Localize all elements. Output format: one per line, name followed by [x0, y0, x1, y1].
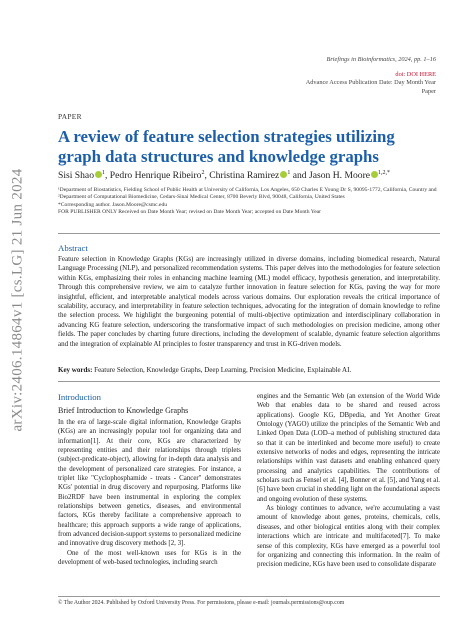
author-affiliation-mark: 2 [201, 170, 205, 176]
affiliation-line: ¹Department of Biostatistics, Fielding School of Public Health at University of California, Los Angeles, 650 Charles E Young Dr S, 90095-1772, California, Country and ²Department of Computational Biomedicine, Cedars-Sinai Medical Center, 8700 Beverly Blvd, 90048, California, United States [58, 187, 437, 201]
affiliations [58, 187, 440, 216]
section-heading: Introduction [58, 392, 101, 402]
author-affiliation-mark: 1 [102, 170, 105, 176]
keywords-label: Key words: [58, 366, 93, 374]
arxiv-stamp-text: arXiv:2406.14864v1 [cs.LG] 21 Jun 2024 [9, 168, 26, 432]
abstract-heading: Abstract [58, 243, 88, 253]
divider [58, 381, 440, 382]
journal-header [306, 56, 436, 96]
divider [58, 596, 440, 597]
orcid-icon[interactable] [371, 171, 378, 178]
body-paragraph: engines and the Semantic Web (an extension of the World Wide Web that enables data to be shared and reused across applications). Google KG, DBpedia, and Yet Another Great Ontology (YAGO) utilize the principles of the Semantic Web and Linked Open Data (LOD–a method of publishing structured data so that it can be interlinked and become more useful) to create extensive networks of nodes and edges, representing the intricate relationships within vast datasets and enabling enhanced query processing and analytics capabilities. The contributions of scholars such as Fensel et al. [4], Bonner et al. [5], and Yang et al. [6] have been crucial in shedding light on the foundational aspects and ongoing evolution of these systems. [257, 393, 440, 503]
publisher-dates: FOR PUBLISHER ONLY Received on Date Month Year; revised on Date Month Year; accepted on Date Month Year [58, 208, 322, 215]
author-affiliation-mark: 1,2,* [378, 170, 391, 176]
author-name: Sisi Shao [58, 170, 94, 182]
keywords-text: Feature Selection, Knowledge Graphs, Deep Learning, Precision Medicine, Explainable AI. [94, 366, 352, 374]
article-type: Paper [421, 87, 436, 95]
orcid-icon[interactable] [95, 171, 102, 178]
keywords [58, 366, 440, 374]
journal-citation: Briefings in Bioinformatics, 2024, pp. 1–16 [326, 56, 436, 63]
paper-label: PAPER [58, 112, 82, 121]
subsection-heading: Brief Introduction to Knowledge Graphs [58, 406, 189, 415]
author-name: Christina Ramirez [209, 170, 280, 182]
body-left-column [58, 392, 241, 568]
body-paragraph: In the era of large-scale digital information, Knowledge Graphs (KGs) are an increasingly popular tool for organizing data and information[1]. At their core, KGs are characterized by representing entities and their relationships through triplets (subject-predicate-object), allowing for in-depth data analysis and the development of personalized care strategies. For instance, a triplet like "Cyclophosphamide - treats - Cancer" demonstrates KGs' potential in drug discovery and repurposing. Platforms like Bio2RDF have been instrumental in exploring the complex relationships between genetics, diseases, and environmental factors, KGs thereby facilitate a comprehensive approach to healthcare; this approach supports a wide range of applications, from advanced decision-support systems to personalized medicine and innovative drug discovery methods [2, 3]. [58, 419, 241, 548]
author-list: Sisi Shao $^1$, Pedro Henrique Ribeiro$^2$, Christina Ramirez $^1$ and Jason H. Moore $^{1,2,*}$ [58, 170, 391, 182]
author-affiliation-mark: 1 [287, 170, 291, 176]
author-connector: and [292, 170, 307, 182]
paper-title: A review of feature selection strategies utilizing graph data structures and knowledge graphs [58, 127, 395, 166]
arxiv-stamp [6, 150, 30, 450]
corresponding-author: *Corresponding author. Jason.Moore@csmc.edu [58, 201, 168, 208]
author-name: Pedro Henrique Ribeiro [109, 170, 202, 182]
copyright-footer: © The Author 2024. Published by Oxford University Press. For permissions, please e-mail: journals.permissions@oup.com [58, 600, 345, 606]
body-right-column [257, 392, 440, 570]
body-paragraph: One of the most well-known uses for KGs is in the development of web-based technologies, including search [58, 549, 241, 567]
doi-link[interactable]: doi: DOI HERE [395, 70, 436, 78]
divider [58, 233, 440, 234]
body-paragraph: As biology continues to advance, we're accumulating a vast amount of knowledge about genes, proteins, chemicals, cells, diseases, and other biological entities along with their complex interactions which are intricate and multifaceted[7]. To make sense of this complexity, KGs have emerged as a powerful tool for organizing and connecting this information. In the realm of precision medicine, KGs have been used to consolidate disparate [257, 505, 440, 569]
abstract-text: Feature selection in Knowledge Graphs (KGs) are increasingly utilized in diverse domains, including biomedical research, Natural Language Processing (NLP), and personalized recommendation systems. This paper delves into the methodologies for feature selection within KGs, emphasizing their roles in enhancing machine learning (ML) model efficacy, hypothesis generation, and interpretability. Through this comprehensive review, we aim to catalyze further innovation in feature selection for KGs, paving the way for more insightful, efficient, and interpretable analytical models across various domains. Our exploration reveals the critical importance of scalability, accuracy, and interpretability in feature selection techniques, advocating for the integration of domain knowledge to refine the selection process. We highlight the burgeoning potential of multi-objective optimization and interdisciplinary collaboration in advancing KG feature selection, underscoring the transformative impact of such methodologies on precision medicine, among other fields. The paper concludes by charting future directions, including the development of scalable, dynamic feature selection algorithms and the integration of explainable AI principles to foster transparency and trust in KG-driven models. [58, 255, 440, 348]
access-date: Advance Access Publication Date: Day Month Year [305, 79, 436, 87]
author-name: Jason H. Moore [309, 170, 371, 182]
